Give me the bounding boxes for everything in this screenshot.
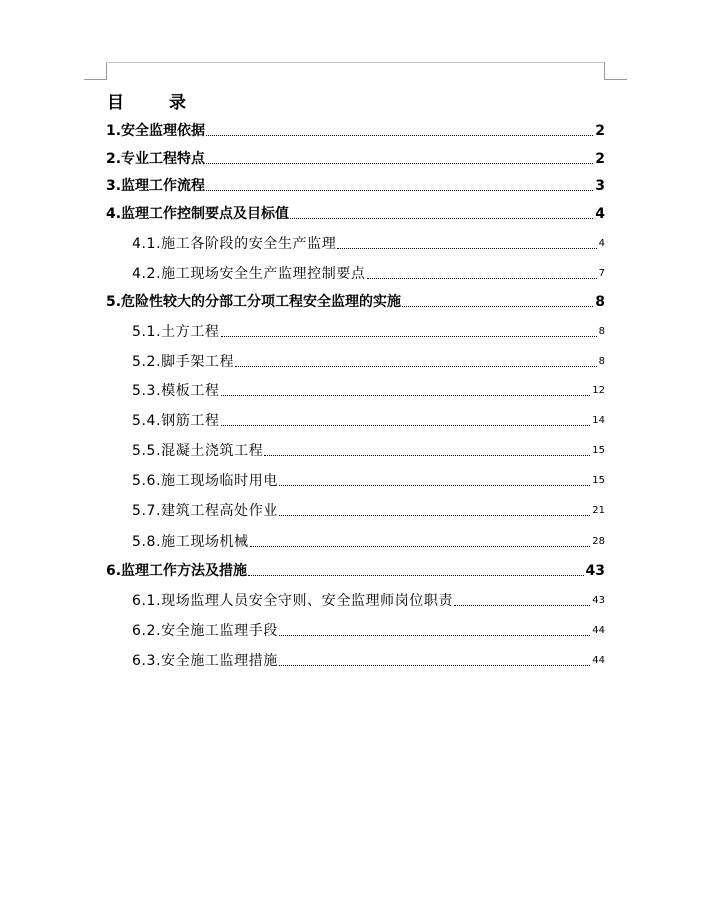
toc-entry[interactable]	[132, 651, 605, 671]
toc-entry-label: 5.7.建筑工程高处作业	[132, 503, 278, 519]
toc-entry[interactable]	[132, 352, 605, 372]
toc-entry[interactable]	[132, 591, 605, 611]
toc-entry[interactable]	[132, 471, 605, 491]
toc-entry[interactable]	[132, 441, 605, 461]
toc-dot-leader	[279, 515, 590, 516]
toc-entry[interactable]	[132, 264, 605, 284]
toc-dot-leader	[221, 395, 591, 396]
toc-entry-label: 5.4.钢筋工程	[132, 413, 220, 429]
toc-entry-label: 5.2.脚手架工程	[132, 354, 235, 370]
toc-entry-label: 4.2.施工现场安全生产监理控制要点	[132, 266, 366, 282]
toc-dot-leader	[290, 218, 593, 219]
toc-entry[interactable]	[106, 561, 605, 581]
toc-entry-page: 21	[592, 505, 605, 516]
toc-dot-leader	[337, 248, 596, 249]
toc-dot-leader	[250, 546, 591, 547]
toc-entry[interactable]	[132, 381, 605, 401]
toc-dot-leader	[279, 485, 590, 486]
toc-dot-leader	[279, 665, 590, 666]
toc-dot-leader	[264, 455, 590, 456]
crop-mark-top-right-vertical	[604, 62, 605, 80]
toc-entry-label: 5.6.施工现场临时用电	[132, 473, 278, 489]
toc-entry-label: 6.1.现场监理人员安全守则、安全监理师岗位职责	[132, 593, 454, 609]
toc-dot-leader	[221, 425, 591, 426]
toc-entry-page: 43	[592, 595, 605, 606]
toc-title: 目 录	[107, 93, 200, 113]
toc-entry[interactable]	[132, 322, 605, 342]
toc-entry-label: 6.2.安全施工监理手段	[132, 623, 278, 639]
toc-entry[interactable]	[132, 501, 605, 521]
toc-entry[interactable]	[132, 234, 605, 254]
toc-dot-leader	[454, 605, 590, 606]
toc-entry-page: 4	[598, 238, 605, 249]
toc-entry-label: 5.危险性较大的分部工分项工程安全监理的实施	[106, 294, 402, 310]
toc-entry[interactable]	[106, 121, 605, 141]
toc-entry-label: 5.5.混凝土浇筑工程	[132, 443, 264, 459]
toc-entry-page: 12	[592, 385, 605, 396]
toc-entry[interactable]	[132, 621, 605, 641]
toc-dot-leader	[206, 135, 593, 136]
toc-entry-page: 15	[592, 445, 605, 456]
toc-entry-page: 44	[592, 655, 605, 666]
toc-entry-label: 2.专业工程特点	[106, 151, 206, 167]
toc-entry-label: 3.监理工作流程	[106, 178, 206, 194]
toc-dot-leader	[206, 190, 593, 191]
toc-entry-label: 1.安全监理依据	[106, 123, 206, 139]
toc-dot-leader	[279, 635, 590, 636]
toc-entry[interactable]	[132, 411, 605, 431]
crop-mark-top-left-vertical	[106, 62, 107, 80]
toc-entry-page: 2	[595, 151, 605, 167]
toc-entry-page: 7	[598, 268, 605, 279]
toc-entry-label: 6.监理工作方法及措施	[106, 563, 248, 579]
toc-entry-page: 8	[595, 294, 605, 310]
toc-entry[interactable]	[106, 149, 605, 169]
toc-dot-leader	[402, 306, 593, 307]
toc-dot-leader	[235, 366, 597, 367]
crop-mark-top-right-horizontal	[605, 79, 627, 80]
toc-entry-page: 43	[585, 563, 605, 579]
toc-entry-page: 28	[592, 536, 605, 547]
toc-entry-page: 44	[592, 625, 605, 636]
toc-entry-page: 8	[598, 356, 605, 367]
toc-entry-page: 2	[595, 123, 605, 139]
toc-entry-label: 5.3.模板工程	[132, 383, 220, 399]
toc-dot-leader	[221, 336, 597, 337]
toc-dot-leader	[206, 163, 593, 164]
toc-entry-page: 15	[592, 475, 605, 486]
toc-entry-label: 5.1.土方工程	[132, 324, 220, 340]
toc-entry[interactable]	[132, 532, 605, 552]
toc-entry-page: 3	[595, 178, 605, 194]
toc-dot-leader	[248, 575, 583, 576]
toc-entry-page: 14	[592, 415, 605, 426]
toc-dot-leader	[367, 278, 597, 279]
toc-entry[interactable]	[106, 176, 605, 196]
crop-mark-top-left-horizontal	[84, 79, 106, 80]
toc-entry-page: 4	[595, 206, 605, 222]
toc-entry[interactable]	[106, 204, 605, 224]
toc-entry-label: 4.监理工作控制要点及目标值	[106, 206, 290, 222]
toc-entry-label: 5.8.施工现场机械	[132, 534, 249, 550]
crop-mark-top-border	[106, 62, 605, 63]
toc-entry[interactable]	[106, 292, 605, 312]
toc-entry-label: 4.1.施工各阶段的安全生产监理	[132, 236, 337, 252]
toc-entry-label: 6.3.安全施工监理措施	[132, 653, 278, 669]
toc-entry-page: 8	[598, 326, 605, 337]
